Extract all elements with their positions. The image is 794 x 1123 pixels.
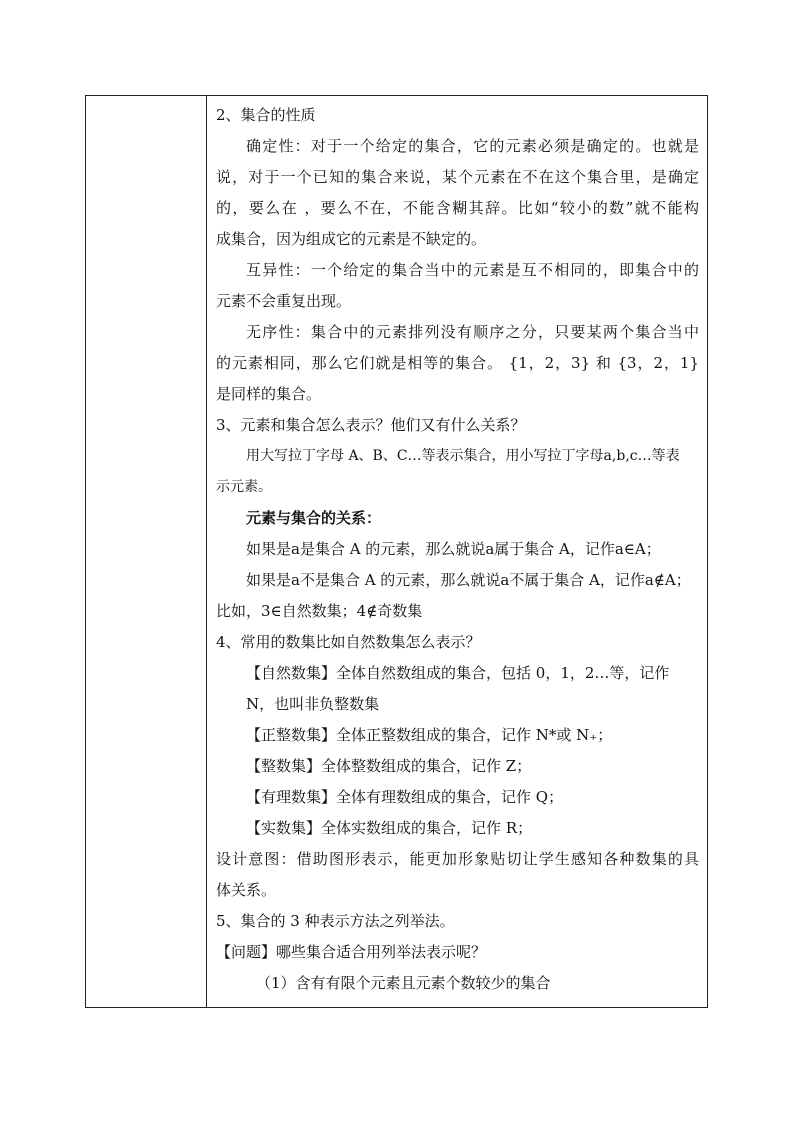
natural-numbers-line-1: 【自然数集】全体自然数组成的集合，包括 0，1，2…等，记作: [246, 664, 670, 682]
natural-numbers-line-2: N，也叫非负整数集: [246, 695, 380, 713]
determinacy-line-4: 成集合，因为组成它的元素是不缺定的。: [216, 230, 487, 248]
integers-line: 【整数集】全体整数组成的集合，记作 Z；: [246, 757, 532, 775]
positive-integers-line: 【正整数集】全体正整数组成的集合，记作 N*或 N₊；: [246, 726, 613, 744]
distinctness-line-2: 元素不会重复出现。: [216, 292, 352, 310]
content-cell: [207, 96, 707, 1007]
determinacy-line-1: 确定性：对于一个给定的集合，它的元素必须是确定的。也就是: [246, 137, 699, 155]
section3-heading: 3、元素和集合怎么表示？他们又有什么关系？: [216, 416, 526, 434]
not-belongs-line: 如果是a不是集合 A 的元素，那么就说a不属于集合 A，记作a∉A；: [246, 571, 691, 589]
relation-title: 元素与集合的关系：: [246, 509, 382, 527]
notation-line-1: 用大写拉丁字母 A、B、C…等表示集合，用小写拉丁字母a,b,c…等表: [246, 448, 680, 464]
lesson-table: [85, 95, 708, 1008]
design-intent-line-2: 体关系。: [216, 881, 277, 899]
section5-heading: 5、集合的 3 种表示方法之列举法。: [216, 912, 455, 930]
determinacy-line-2: 说，对于一个已知的集合来说，某个元素在不在这个集合里，是确定: [216, 168, 699, 186]
unordered-line-2: 的元素相同，那么它们就是相等的集合。 {1，2，3} 和 {3，2，1}: [216, 354, 699, 372]
distinctness-line-1: 互异性：一个给定的集合当中的元素是互不相同的，即集合中的: [246, 261, 699, 279]
notation-line-2: 示元素。: [216, 479, 272, 495]
unordered-line-3: 是同样的集合。: [216, 385, 322, 403]
section4-heading: 4、常用的数集比如自然数集怎么表示？: [216, 633, 481, 651]
question-line: 【问题】哪些集合适合用列举法表示呢？: [216, 943, 487, 961]
belongs-line: 如果是a是集合 A 的元素，那么就说a属于集合 A，记作a∈A；: [246, 540, 661, 558]
rationals-line: 【有理数集】全体有理数组成的集合，记作 Q；: [246, 788, 564, 806]
list-item-1: （1）含有有限个元素且元素个数较少的集合: [256, 974, 551, 992]
example-line: 比如，3∈自然数集；4∉奇数集: [216, 602, 423, 620]
section2-heading: 2、集合的性质: [216, 106, 316, 124]
reals-line: 【实数集】全体实数组成的集合，记作 R；: [246, 819, 533, 837]
design-intent-line-1: 设计意图：借助图形表示，能更加形象贴切让学生感知各种数集的具: [216, 850, 699, 868]
unordered-line-1: 无序性：集合中的元素排列没有顺序之分，只要某两个集合当中: [246, 323, 699, 341]
left-column-cell: [86, 96, 207, 1007]
determinacy-line-3: 的，要么在 ，要么不在，不能含糊其辞。比如“较小的数”就不能构: [216, 199, 699, 217]
